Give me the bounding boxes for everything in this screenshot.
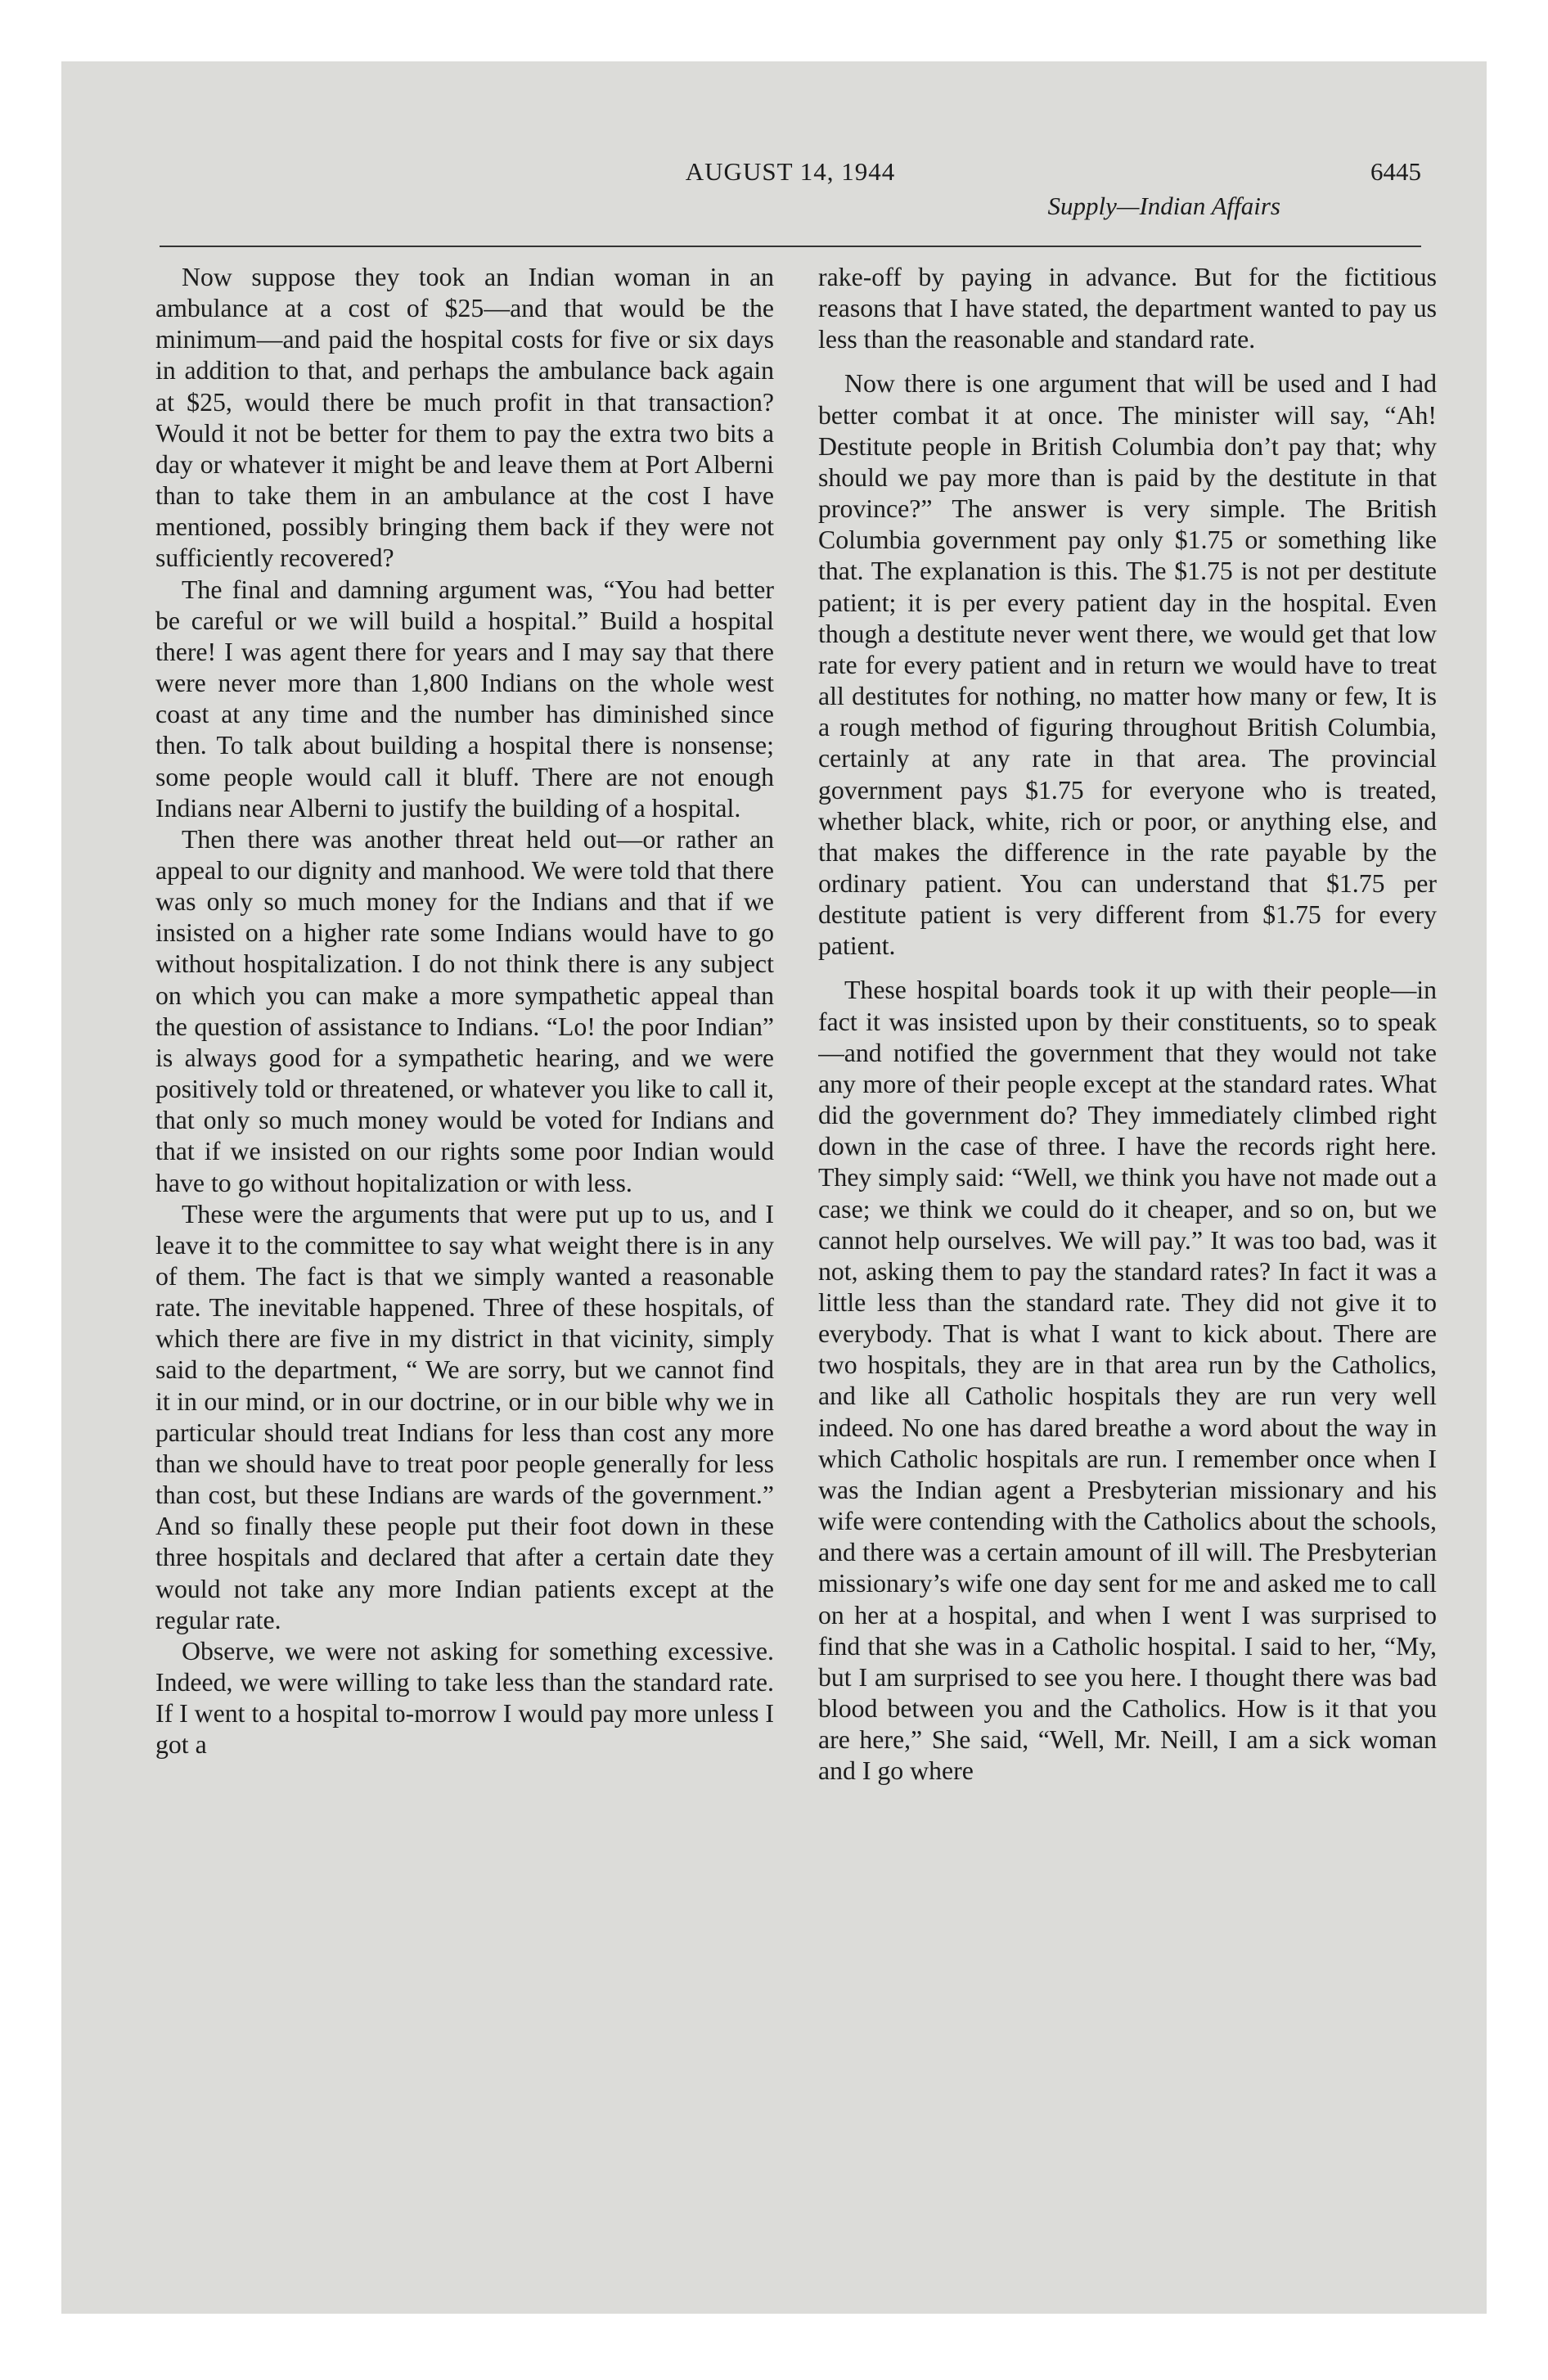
paragraph: Now there is one argument that will be used and I had better combat it at once. The minister will say, “Ah! Destitute people in British Columbia don’t pay that; why should we pay more than is paid by the destitute in that province?” The answer is very simple. The British Columbia government pay only $1.75 or something like that. The explanation is this. The $1.75 is not per destitute patient; it is per every patient day in the hospital. Even though a destitute never went there, we would get that low rate for every patient and in return we would have to treat all destitutes for nothing, no matter how many or few, It is a rough method of figuring throughout British Columbia, certainly at any rate in that area. The provincial government pays $1.75 for everyone who is treated, whether black, white, rich or poor, or anything else, and that makes the difference in the rate payable by the ordinary patient. You can understand that $1.75 per destitute patient is very different from $1.75 for every patient.: [818, 369, 1437, 961]
paragraph: Now suppose they took an Indian woman in an ambulance at a cost of $25—and that would be the minimum—and paid the hospital costs for five or six days in addition to that, and perhaps the ambulance back again at $25, would there be much profit in that transaction? Would it not be better for them to pay the extra two bits a day or whatever it might be and leave them at Port Alberni than to take them in an ambulance at the cost I have mentioned, possibly bringing them back if they were not sufficiently recovered?: [155, 263, 774, 573]
paragraph: The final and damning argument was, “You had better be careful or we will build a hospital.” Build a hospital there! I was agent there for years and I may say that there were never more than 1,800 Indians on the whole west coast at any time and the number has diminished since then. To talk about building a hospital there is nonsense; some people would call it bluff. There are not enough Indians near Alberni to justify the building of a hospital.: [155, 575, 774, 823]
paragraph: Then there was another threat held out—or rather an appeal to our dignity and manhood. We were told that there was only so much money for the Indians and that if we insisted on a higher rate some Indians would have to go without hospitalization. I do not think there is any subject on which you can make a more sympathetic appeal than the question of assistance to Indians. “Lo! the poor Indian” is always good for a sympathetic hearing, and we were positively told or threatened, or whatever you like to call it, that only so much money would be voted for Indians and that if we insisted on our rights some poor Indian would have to go without hopitalization or with less.: [155, 824, 774, 1197]
running-title: Supply—Indian Affairs: [1047, 192, 1280, 220]
paragraph: Observe, we were not asking for something excessive. Indeed, we were willing to take less than the standard rate. If I went to a hospital to-morrow I would pay more unless I got a: [155, 1636, 774, 1760]
paragraph: rake-off by paying in advance. But for the fictitious reasons that I have stated, the department wanted to pay us less than the reasonable and standard rate.: [818, 263, 1437, 354]
right-column: [818, 262, 1437, 2236]
page-number: 6445: [1370, 157, 1421, 186]
paragraph: These were the arguments that were put up to us, and I leave it to the committee to say what weight there is in any of them. The fact is that we simply wanted a reasonable rate. The inevitable happened. Three of these hospitals, of which there are five in my district in that vicinity, simply said to the department, “ We are sorry, but we cannot find it in our mind, or in our doctrine, or in our bible why we in particular should treat Indians for less than cost any more than we should have to treat poor people generally for less than cost, but these Indians are wards of the government.” And so finally these people put their foot down in these three hospitals and declared that after a certain date they would not take any more Indian patients except at the regular rate.: [155, 1199, 774, 1634]
paragraph: These hospital boards took it up with their people—in fact it was insisted upon by their constituents, so to speak—and notified the government that they would not take any more of their people except at the standard rates. What did the government do? They immediately climbed right down in the case of three. I have the records right here. They simply said: “Well, we think you have not made out a case; we think we could do it cheaper, and so on, but we cannot help ourselves. We will pay.” It was too bad, was it not, asking them to pay the standard rates? In fact it was a little less than the standard rate. They did not give it to everybody. That is what I want to kick about. There are two hospitals, they are in that area run by the Catholics, and like all Catholic hospitals they are run very well indeed. No one has dared breathe a word about the way in which Catholic hospitals are run. I remember once when I was the Indian agent a Presbyterian missionary and his wife were contending with the Catholics about the schools, and there was a certain amount of ill will. The Presbyterian missionary’s wife one day sent for me and asked me to call on her at a hospital, and when I went I was surprised to find that she was in a Catholic hospital. I said to her, “My, but I am surprised to see you here. I thought there was bad blood between you and the Catholics. How is it that you are here,” She said, “Well, Mr. Neill, I am a sick woman and I go where: [818, 976, 1437, 1786]
header-date: AUGUST 14, 1944: [685, 157, 896, 186]
page-header: [160, 157, 1421, 247]
left-column: [155, 262, 774, 2236]
